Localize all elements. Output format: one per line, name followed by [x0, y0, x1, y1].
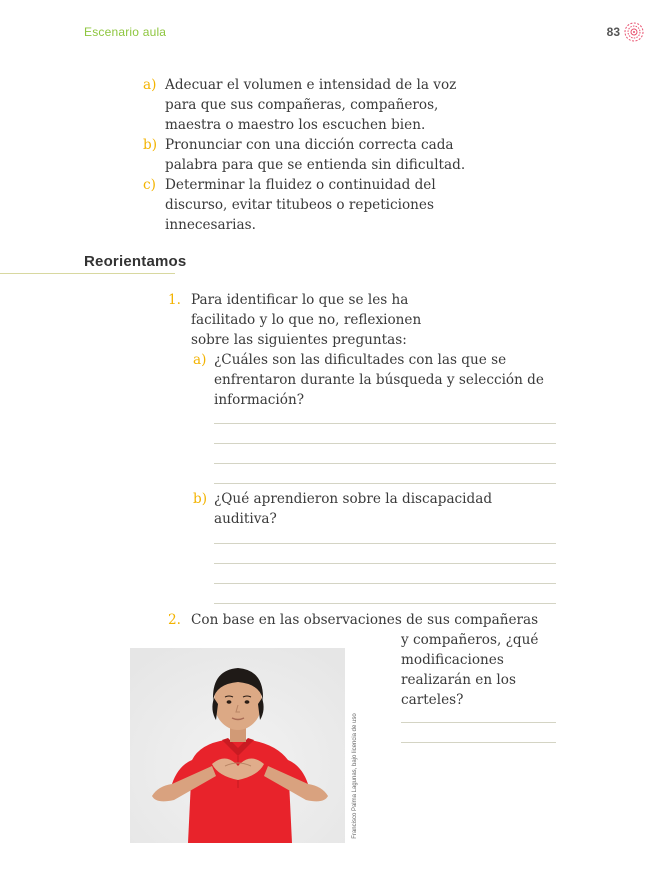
header-section-title: Escenario aula [84, 25, 167, 39]
answer-line[interactable] [214, 483, 556, 484]
question-line: carteles? [401, 692, 464, 708]
list-item-line: maestra o maestro los escuchen bien. [165, 117, 426, 133]
question-line: Con base en las observaciones de sus compañeras [191, 612, 539, 628]
list-item-line: Determinar la fluidez o continuidad del [165, 177, 436, 193]
sub-question-marker: a) [193, 352, 207, 368]
list-marker: a) [143, 77, 157, 93]
list-marker: c) [143, 177, 156, 193]
question-number: 1. [168, 292, 181, 308]
question-line: Para identificar lo que se les ha [191, 292, 409, 308]
sub-question-line: enfrentaron durante la búsqueda y selección de [214, 372, 544, 388]
answer-line[interactable] [401, 722, 556, 723]
question-line: y compañeros, ¿qué [401, 632, 539, 648]
answer-line[interactable] [214, 463, 556, 464]
question-number: 2. [168, 612, 181, 628]
sub-question-line: auditiva? [214, 511, 277, 527]
section-title: Reorientamos [84, 253, 187, 270]
sub-question-marker: b) [193, 491, 208, 507]
question-line: realizarán en los [401, 672, 516, 688]
child-signing-photo [130, 648, 345, 843]
answer-line[interactable] [214, 423, 556, 424]
answer-line[interactable] [214, 563, 556, 564]
photo-credit-text: Francisco Palma Lagunas, bajo licencia de uso [352, 713, 358, 839]
list-item-line: discurso, evitar titubeos o repeticiones [165, 197, 434, 213]
answer-line[interactable] [214, 603, 556, 604]
answer-line[interactable] [401, 742, 556, 743]
list-item-line: Pronunciar con una dicción correcta cada [165, 137, 454, 153]
answer-line[interactable] [214, 583, 556, 584]
page-number: 83 [606, 25, 620, 39]
photo-credit [349, 713, 361, 839]
question-line: modificaciones [401, 652, 504, 668]
sub-question-line: ¿Qué aprendieron sobre la discapacidad [214, 491, 493, 507]
sub-question-line: ¿Cuáles son las dificultades con las que se [214, 352, 507, 368]
answer-line[interactable] [214, 443, 556, 444]
list-item-line: para que sus compañeras, compañeros, [165, 97, 439, 113]
section-divider [0, 273, 175, 274]
answer-line[interactable] [214, 543, 556, 544]
sub-question-line: información? [214, 392, 304, 408]
list-marker: b) [143, 137, 158, 153]
question-line: sobre las siguientes preguntas: [191, 332, 407, 348]
question-line: facilitado y lo que no, reflexionen [191, 312, 422, 328]
list-item-line: innecesarias. [165, 217, 256, 233]
list-item-line: Adecuar el volumen e intensidad de la voz [165, 77, 457, 93]
list-item-line: palabra para que se entienda sin dificultad. [165, 157, 466, 173]
rosette-icon [624, 22, 644, 42]
